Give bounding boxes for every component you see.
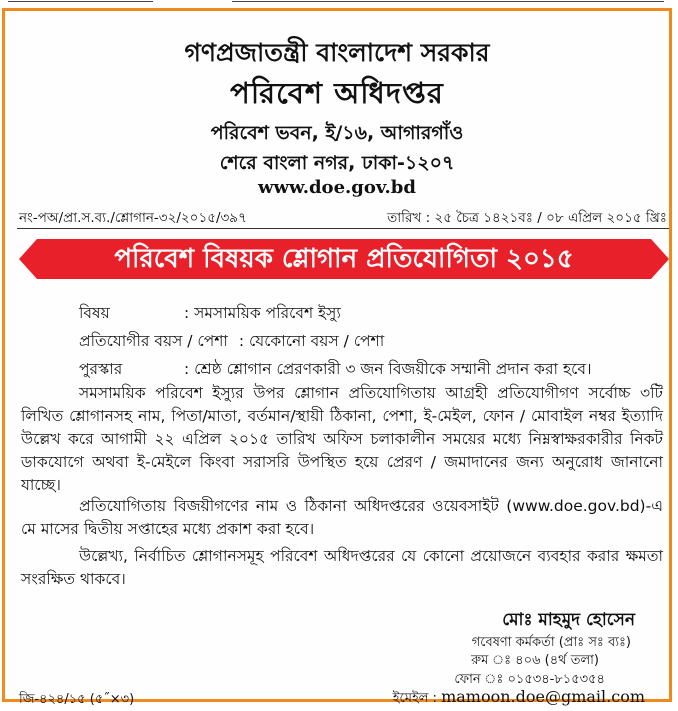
signatory-designation: গবেষণা কর্মকর্তা (প্রাঃ সঃ ব্যঃ)	[471, 635, 631, 650]
top-rule-left	[8, 1, 153, 2]
signatory-name: মোঃ মাহমুদ হোসেন	[502, 610, 635, 630]
top-rule-right	[232, 1, 664, 2]
banner-title: পরিবেশ বিষয়ক শ্লোগান প্রতিযোগিতা ২০১৫	[114, 244, 574, 274]
field-label: বিষয়	[79, 304, 110, 322]
field-subject	[79, 301, 341, 327]
field-label: প্রতিযোগীর বয়স / পেশা	[79, 332, 228, 350]
footnote: জি-৪২৪/১৫ (৫˝×৩)	[19, 692, 135, 707]
website-link[interactable]: www.doe.gov.bd	[258, 177, 416, 198]
signatory-email-row	[393, 687, 645, 710]
signatory-room: রুম ঃ ৪০৬ (৪র্থ তলা)	[471, 653, 599, 668]
field-value: : সমসাময়িক পরিবেশ ইস্যু	[183, 304, 341, 322]
address-line-1: পরিবেশ ভবন, ই/১৬, আগারগাঁও	[210, 122, 464, 144]
department-title: পরিবেশ অধিদপ্তর	[230, 76, 444, 110]
notice-frame	[2, 8, 672, 707]
paragraph-rights: উল্লেখ্য, নির্বাচিত শ্লোগানসমূহ পরিবেশ অধিদপ্তরের যে কোনো প্রয়োজনে ব্যবহার করার ক্ষমতা সংরক্ষিত থাকবে।	[21, 547, 663, 588]
government-title: গণপ্রজাতন্ত্রী বাংলাদেশ সরকার	[184, 38, 490, 67]
memo-number: নং-পঅ/প্রা.স.ব্য./শ্লোগান-৩২/২০১৫/৩৯৭	[19, 210, 247, 226]
field-label: পুরস্কার	[79, 360, 123, 378]
paragraph-winners: প্রতিযোগিতায় বিজয়ীগণের নাম ও ঠিকানা অধিদপ্তরের ওয়েবসাইট (www.doe.gov.bd)-এ মে মাসের দ্বিতীয় সপ্তাহের মধ্যে প্রকাশ করা হবে।	[21, 497, 663, 538]
field-prize	[79, 357, 592, 383]
field-value: : যেকোনো বয়স / পেশা	[238, 332, 385, 350]
divider	[17, 228, 669, 229]
paragraph-instructions: সমসাময়িক পরিবেশ ইস্যুর উপর শ্লোগান প্রতিযোগিতায় আগ্রহী প্রতিযোগীগণ সর্বোচ্চ ৩টি লিখিত শ্লোগানসহ নাম, পিতা/মাতা, বর্তমান/স্থায়ী ঠিকানা, পেশা, ই-মেইল, ফোন / মোবাইল নম্বর ইত্যাদি উল্লেখ করে আগামী ২২ এপ্রিল ২০১৫ তারিখ অফিস চলাকালীন সময়ের মধ্যে নিম্নস্বাক্ষরকারীর নিকট ডাকযোগে অথবা ই-মেইলে কিংবা সরাসরি উপস্থিত হয়ে প্রেরণ / জমাদানের জন্য অনুরোধ জানানো যাচ্ছে।	[21, 384, 663, 494]
email-address[interactable]: mamoon.doe@gmail.com	[441, 687, 645, 706]
title-banner	[19, 239, 669, 279]
notice-date: তারিখ : ২৫ চৈত্র ১৪২১বঃ / ০৮ এপ্রিল ২০১৫ খ্রিঃ	[387, 210, 667, 226]
signatory-phone: ফোন ঃ ০১৫৩৪-৮১৫৩৫৪	[454, 672, 605, 687]
field-eligibility	[79, 329, 384, 355]
email-label: ইমেইল :	[392, 691, 437, 706]
field-value: : শ্রেষ্ঠ শ্লোগান প্রেরণকারী ৩ জন বিজয়ীকে সম্মানী প্রদান করা হবে।	[183, 360, 592, 378]
address-line-2: শেরে বাংলা নগর, ঢাকা-১২০৭	[219, 152, 455, 174]
